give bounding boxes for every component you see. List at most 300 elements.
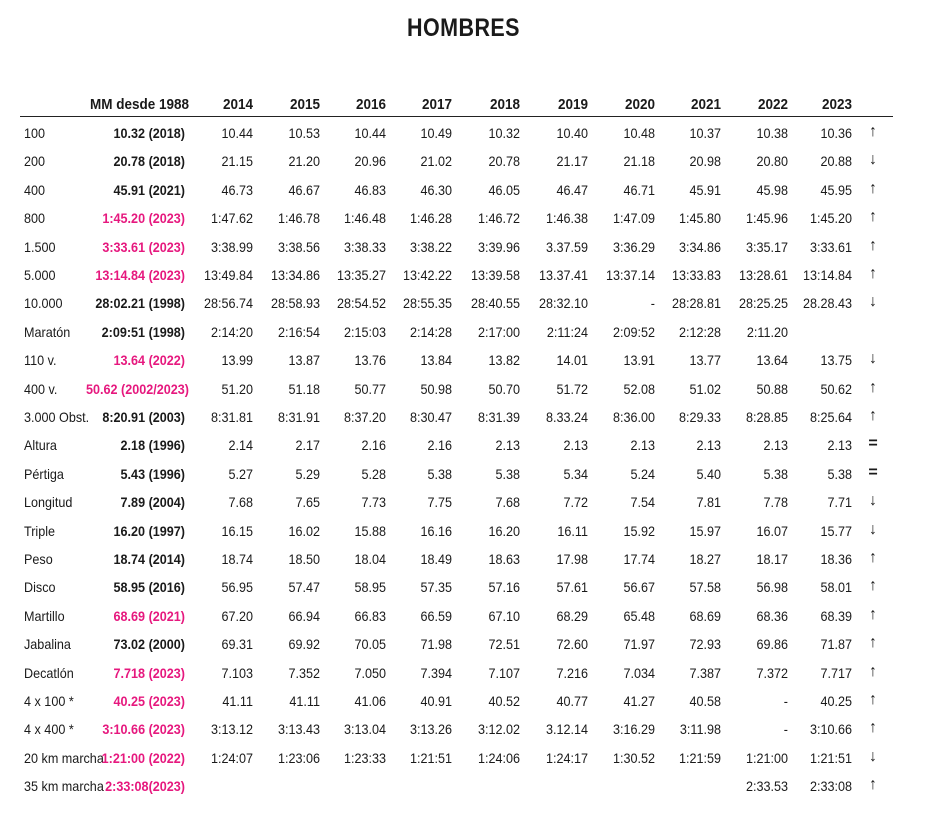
year-value: 7.216 bbox=[556, 664, 588, 681]
record-value: 45.91 (2021) bbox=[113, 181, 185, 198]
trend-up-icon: ↑ bbox=[869, 662, 877, 680]
table-row bbox=[20, 432, 893, 460]
year-value: 69.31 bbox=[221, 636, 253, 653]
event-label: 1.500 bbox=[24, 238, 56, 255]
year-value: 13.77 bbox=[689, 352, 721, 369]
trend-up-icon: ↑ bbox=[869, 549, 877, 566]
table-row bbox=[20, 262, 893, 290]
year-value: 41.27 bbox=[623, 693, 655, 709]
table-row bbox=[20, 603, 893, 631]
page-title: HOMBRES bbox=[407, 14, 520, 42]
year-value: 18.63 bbox=[488, 551, 520, 567]
year-value: 15.92 bbox=[623, 522, 655, 539]
year-value: 2.13 bbox=[563, 437, 588, 454]
year-value: 3.12.14 bbox=[545, 721, 588, 738]
year-value: 7.050 bbox=[354, 664, 386, 681]
year-value: 3:13.12 bbox=[210, 721, 253, 738]
year-value: 28:40.55 bbox=[470, 295, 520, 312]
event-label: 400 bbox=[24, 181, 46, 198]
year-value: 3:34.86 bbox=[678, 238, 721, 255]
year-value: 7.78 bbox=[763, 494, 788, 511]
year-value: 13.37.41 bbox=[538, 267, 588, 283]
year-value: 46.67 bbox=[288, 181, 320, 198]
year-value: 40.25 bbox=[820, 693, 852, 709]
year-value: 57.58 bbox=[689, 579, 721, 596]
trend-up-icon: ↑ bbox=[869, 634, 877, 652]
year-value: 28.28.43 bbox=[802, 295, 852, 312]
event-label: Decatlón bbox=[24, 664, 74, 681]
trend-up-icon: ↑ bbox=[869, 691, 877, 708]
year-value: 16.07 bbox=[756, 522, 788, 539]
year-value: 10.53 bbox=[288, 125, 320, 141]
year-value: 2:11.20 bbox=[746, 323, 788, 340]
year-value: 50.62 bbox=[820, 380, 852, 397]
trend-up-icon: ↑ bbox=[869, 179, 877, 197]
year-value: 66.94 bbox=[288, 607, 320, 624]
year-value: 3:38.22 bbox=[409, 238, 452, 255]
year-value: 18.49 bbox=[420, 551, 452, 567]
record-value: 50.62 (2002/2023) bbox=[86, 380, 189, 397]
trend-up-icon: ↑ bbox=[869, 123, 877, 140]
year-value: 13:49.84 bbox=[203, 267, 253, 283]
year-value: 21.15 bbox=[221, 153, 253, 170]
year-value: 7.73 bbox=[361, 494, 386, 511]
record-value: 18.74 (2014) bbox=[113, 551, 185, 567]
year-value: 10.48 bbox=[623, 125, 655, 141]
year-value: 15.77 bbox=[820, 522, 852, 539]
event-label: Peso bbox=[24, 551, 53, 567]
year-value: 5.38 bbox=[763, 465, 788, 482]
year-value: 1:46.28 bbox=[409, 210, 452, 227]
year-value: 69.92 bbox=[288, 636, 320, 653]
year-value: 10.49 bbox=[420, 125, 452, 141]
year-value: 8:31.81 bbox=[210, 409, 253, 425]
year-value: 57.47 bbox=[288, 579, 320, 596]
year-value: 2.13 bbox=[827, 437, 852, 454]
year-value: 40.52 bbox=[488, 693, 520, 709]
table-row bbox=[20, 631, 893, 659]
year-value: 1:30.52 bbox=[612, 749, 655, 766]
year-value: - bbox=[783, 721, 788, 738]
year-value: 16.16 bbox=[420, 522, 452, 539]
year-value: 7.75 bbox=[427, 494, 452, 511]
year-value: 13.84 bbox=[420, 352, 452, 369]
year-value: 8:30.47 bbox=[409, 409, 452, 425]
year-value: 13.91 bbox=[623, 352, 655, 369]
year-value: 18.27 bbox=[689, 551, 721, 567]
year-value: 18.17 bbox=[756, 551, 788, 567]
year-value: 46.30 bbox=[420, 181, 452, 198]
record-header: MM desde 1988 bbox=[89, 96, 189, 113]
year-value: 72.51 bbox=[488, 636, 520, 653]
year-value: 2.13 bbox=[495, 437, 520, 454]
trend-down-icon: ↓ bbox=[869, 151, 877, 169]
trend-up-icon: ↑ bbox=[869, 236, 877, 254]
table-row bbox=[20, 234, 893, 262]
year-value: 5.24 bbox=[630, 465, 655, 482]
year-value: 2:33.53 bbox=[745, 778, 788, 795]
year-value: 69.86 bbox=[756, 636, 788, 653]
year-header: 2019 bbox=[557, 96, 588, 113]
year-header: 2018 bbox=[489, 96, 520, 113]
year-value: 7.394 bbox=[420, 664, 452, 681]
table-row bbox=[20, 347, 893, 375]
year-value: 57.16 bbox=[488, 579, 520, 596]
record-value: 13:14.84 (2023) bbox=[95, 267, 185, 283]
table-row bbox=[20, 120, 893, 148]
table-row bbox=[20, 404, 893, 432]
year-value: 40.58 bbox=[689, 693, 721, 709]
year-value: 2:14:20 bbox=[210, 323, 253, 340]
year-value: 2:14:28 bbox=[409, 323, 452, 340]
table-row bbox=[20, 319, 893, 347]
year-value: 5.27 bbox=[228, 465, 253, 482]
event-label: 4 x 400 * bbox=[24, 721, 74, 738]
record-value: 68.69 (2021) bbox=[113, 607, 185, 624]
record-value: 3:33.61 (2023) bbox=[102, 238, 185, 255]
year-value: 3:13.04 bbox=[343, 721, 386, 738]
year-value: 50.77 bbox=[354, 380, 386, 397]
year-value: 28:25.25 bbox=[738, 295, 788, 312]
year-value: 1:46.72 bbox=[477, 210, 520, 227]
year-value: 20.80 bbox=[756, 153, 788, 170]
event-label: 110 v. bbox=[24, 352, 57, 369]
year-value: 41.11 bbox=[222, 693, 253, 709]
year-value: 13.87 bbox=[288, 352, 320, 369]
record-value: 2:33:08(2023) bbox=[105, 778, 185, 795]
year-value: 7.81 bbox=[696, 494, 721, 511]
year-value: 3:16.29 bbox=[612, 721, 655, 738]
table-row bbox=[20, 773, 893, 801]
year-value: 8:28.85 bbox=[745, 409, 788, 425]
year-value: 1:46.48 bbox=[343, 210, 386, 227]
year-value: 3:12.02 bbox=[477, 721, 520, 738]
year-value: 2.13 bbox=[630, 437, 655, 454]
year-value: 1:45.20 bbox=[809, 210, 852, 227]
year-value: 10.36 bbox=[820, 125, 852, 141]
year-header: 2017 bbox=[421, 96, 452, 113]
year-value: 1:47.62 bbox=[210, 210, 253, 227]
year-value: 21.02 bbox=[420, 153, 452, 170]
year-value: 46.47 bbox=[556, 181, 588, 198]
year-value: 13:28.61 bbox=[738, 267, 788, 283]
event-label: Pértiga bbox=[24, 465, 64, 482]
event-label: Maratón bbox=[24, 323, 71, 340]
year-value: 51.20 bbox=[221, 380, 253, 397]
year-value: 8:37.20 bbox=[343, 409, 386, 425]
table-row bbox=[20, 177, 893, 205]
year-value: 41.11 bbox=[289, 693, 320, 709]
record-value: 5.43 (1996) bbox=[120, 465, 185, 482]
event-label: 3.000 Obst. bbox=[24, 409, 90, 425]
event-label: Altura bbox=[24, 437, 57, 454]
year-value: 14.01 bbox=[556, 352, 588, 369]
year-value: 10.32 bbox=[488, 125, 520, 141]
year-value: 46.71 bbox=[623, 181, 655, 198]
year-value: 71.97 bbox=[623, 636, 655, 653]
year-value: 1:21:51 bbox=[809, 749, 852, 766]
year-value: 3:13.26 bbox=[409, 721, 452, 738]
record-value: 3:10.66 (2023) bbox=[102, 721, 185, 738]
year-value: 1:23:33 bbox=[343, 749, 386, 766]
year-header: 2016 bbox=[355, 96, 386, 113]
year-value: 13.82 bbox=[488, 352, 520, 369]
year-value: 3:39.96 bbox=[477, 238, 520, 255]
table-row bbox=[20, 745, 893, 773]
year-value: 3:35.17 bbox=[745, 238, 788, 255]
year-value: 51.72 bbox=[556, 380, 588, 397]
table-row bbox=[20, 574, 893, 602]
year-value: 13:33.83 bbox=[671, 267, 721, 283]
table-row bbox=[20, 148, 893, 176]
table-header bbox=[20, 96, 893, 117]
year-value: 46.73 bbox=[221, 181, 253, 198]
record-value: 13.64 (2022) bbox=[113, 352, 185, 369]
year-value: 1:24:17 bbox=[545, 749, 588, 766]
year-value: 3:38.56 bbox=[277, 238, 320, 255]
event-label: 20 km marcha bbox=[24, 749, 104, 766]
year-value: 2:16:54 bbox=[277, 323, 320, 340]
trend-down-icon: ↓ bbox=[869, 293, 877, 311]
year-value: 67.20 bbox=[221, 607, 253, 624]
table-row bbox=[20, 205, 893, 233]
year-value: 50.98 bbox=[420, 380, 452, 397]
year-value: 56.67 bbox=[623, 579, 655, 596]
event-label: 200 bbox=[24, 153, 46, 170]
table-row bbox=[20, 461, 893, 489]
trend-equal-icon: = bbox=[868, 463, 878, 481]
trend-down-icon: ↓ bbox=[869, 520, 877, 538]
year-value: 13.76 bbox=[354, 352, 386, 369]
year-value: 2.17 bbox=[295, 437, 320, 454]
year-value: 58.01 bbox=[820, 579, 852, 596]
year-value: 8:31.91 bbox=[277, 409, 320, 425]
record-value: 8:20.91 (2003) bbox=[102, 409, 185, 425]
year-value: 3:36.29 bbox=[612, 238, 655, 255]
year-value: 1:45.80 bbox=[678, 210, 721, 227]
record-value: 73.02 (2000) bbox=[113, 636, 185, 653]
year-value: 68.36 bbox=[756, 607, 788, 624]
year-value: 70.05 bbox=[354, 636, 386, 653]
record-value: 40.25 (2023) bbox=[113, 693, 185, 709]
year-value: 56.95 bbox=[221, 579, 253, 596]
trend-up-icon: ↑ bbox=[869, 719, 877, 737]
year-value: 7.387 bbox=[689, 664, 721, 681]
year-value: 1:23:06 bbox=[277, 749, 320, 766]
trend-up-icon: ↑ bbox=[869, 605, 877, 623]
year-value: 16.20 bbox=[488, 522, 520, 539]
year-header: 2023 bbox=[821, 96, 852, 113]
year-value: 71.87 bbox=[820, 636, 852, 653]
record-value: 1:21:00 (2022) bbox=[101, 749, 185, 766]
year-value: 13:14.84 bbox=[802, 267, 852, 283]
year-value: 1:47.09 bbox=[612, 210, 655, 227]
year-value: 68.39 bbox=[820, 607, 852, 624]
trend-up-icon: ↑ bbox=[869, 407, 877, 424]
year-value: 8:29.33 bbox=[678, 409, 721, 425]
year-value: 10.40 bbox=[556, 125, 588, 141]
year-value: 7.65 bbox=[295, 494, 320, 511]
year-value: 15.88 bbox=[354, 522, 386, 539]
year-value: 2.16 bbox=[361, 437, 386, 454]
year-value: 2:15:03 bbox=[343, 323, 386, 340]
year-value: 66.59 bbox=[420, 607, 452, 624]
year-value: 3:38.33 bbox=[343, 238, 386, 255]
year-value: - bbox=[650, 295, 655, 312]
record-value: 7.718 (2023) bbox=[113, 664, 185, 681]
year-value: 28:28.81 bbox=[671, 295, 721, 312]
year-value: 45.91 bbox=[689, 181, 721, 198]
year-value: 3.37.59 bbox=[545, 238, 588, 255]
record-value: 58.95 (2016) bbox=[113, 579, 185, 596]
year-value: 7.68 bbox=[495, 494, 520, 511]
year-value: 16.11 bbox=[557, 522, 588, 539]
table-row bbox=[20, 518, 893, 546]
year-value: 13:34.86 bbox=[270, 267, 320, 283]
year-value: 65.48 bbox=[623, 607, 655, 624]
year-value: 40.77 bbox=[556, 693, 588, 709]
trend-up-icon: ↑ bbox=[869, 577, 877, 595]
year-value: 56.98 bbox=[756, 579, 788, 596]
year-value: 45.98 bbox=[756, 181, 788, 198]
year-value: 67.10 bbox=[488, 607, 520, 624]
event-label: 800 bbox=[24, 210, 46, 227]
year-value: 57.35 bbox=[420, 579, 452, 596]
year-value: 5.38 bbox=[427, 465, 452, 482]
year-value: 10.37 bbox=[689, 125, 721, 141]
year-value: 7.72 bbox=[563, 494, 588, 511]
year-value: 2:09:52 bbox=[612, 323, 655, 340]
year-value: 21.17 bbox=[556, 153, 588, 170]
trend-up-icon: ↑ bbox=[869, 208, 877, 226]
year-value: 13:42.22 bbox=[402, 267, 452, 283]
year-value: 46.83 bbox=[354, 181, 386, 198]
year-value: 7.71 bbox=[827, 494, 852, 511]
event-label: 100 bbox=[24, 125, 46, 141]
year-value: 7.54 bbox=[630, 494, 655, 511]
year-value: 57.61 bbox=[556, 579, 588, 596]
year-value: 46.05 bbox=[488, 181, 520, 198]
table-row bbox=[20, 546, 893, 574]
event-label: 5.000 bbox=[24, 267, 56, 283]
event-label: Martillo bbox=[24, 607, 65, 624]
record-value: 20.78 (2018) bbox=[113, 153, 185, 170]
year-value: 20.78 bbox=[488, 153, 520, 170]
year-value: 16.02 bbox=[288, 522, 320, 539]
year-value: 3:38.99 bbox=[210, 238, 253, 255]
year-value: 1:46.38 bbox=[545, 210, 588, 227]
year-value: 66.83 bbox=[354, 607, 386, 624]
year-value: 51.02 bbox=[689, 380, 721, 397]
event-label: 400 v. bbox=[24, 380, 58, 397]
event-label: 4 x 100 * bbox=[24, 693, 74, 709]
trend-up-icon: ↑ bbox=[869, 265, 877, 282]
year-value: 13:37.14 bbox=[605, 267, 655, 283]
year-value: 20.88 bbox=[820, 153, 852, 170]
year-value: 2.16 bbox=[427, 437, 452, 454]
year-value: 16.15 bbox=[221, 522, 253, 539]
year-value: 1:21:51 bbox=[409, 749, 452, 766]
year-value: 18.74 bbox=[221, 551, 253, 567]
year-value: 10.44 bbox=[221, 125, 253, 141]
year-value: 52.08 bbox=[623, 380, 655, 397]
year-value: 41.06 bbox=[354, 693, 386, 709]
record-value: 28:02.21 (1998) bbox=[95, 295, 185, 312]
year-value: 10.44 bbox=[354, 125, 386, 141]
year-value: 3:33.61 bbox=[809, 238, 852, 255]
year-value: 1:21:59 bbox=[678, 749, 721, 766]
year-value: 68.69 bbox=[689, 607, 721, 624]
record-value: 16.20 (1997) bbox=[113, 522, 185, 539]
year-value: 20.98 bbox=[689, 153, 721, 170]
year-value: 21.20 bbox=[288, 153, 320, 170]
record-value: 2.18 (1996) bbox=[120, 437, 185, 454]
year-value: 2.14 bbox=[228, 437, 253, 454]
record-value: 2:09:51 (1998) bbox=[101, 323, 185, 340]
year-value: 8.33.24 bbox=[545, 409, 588, 425]
year-value: 13.99 bbox=[221, 352, 253, 369]
table-row bbox=[20, 489, 893, 517]
year-value: 2:33:08 bbox=[809, 778, 852, 795]
year-value: 1:45.96 bbox=[745, 210, 788, 227]
year-value: 5.29 bbox=[295, 465, 320, 482]
year-value: 13.64 bbox=[756, 352, 788, 369]
year-value: 1:24:06 bbox=[477, 749, 520, 766]
year-value: 5.38 bbox=[827, 465, 852, 482]
year-value: 8:25.64 bbox=[809, 409, 852, 425]
event-label: 35 km marcha bbox=[24, 778, 104, 795]
trend-equal-icon: = bbox=[868, 435, 878, 453]
year-value: 71.98 bbox=[420, 636, 452, 653]
year-value: 2:12:28 bbox=[678, 323, 721, 340]
year-value: 13:39.58 bbox=[470, 267, 520, 283]
year-value: 3:10.66 bbox=[809, 721, 852, 738]
year-value: 15.97 bbox=[689, 522, 721, 539]
year-value: 8:31.39 bbox=[477, 409, 520, 425]
year-value: 20.96 bbox=[354, 153, 386, 170]
year-value: 28:54.52 bbox=[336, 295, 386, 312]
year-value: 50.88 bbox=[756, 380, 788, 397]
record-value: 10.32 (2018) bbox=[113, 125, 185, 141]
year-value: 2.13 bbox=[696, 437, 721, 454]
year-value: 28:32.10 bbox=[538, 295, 588, 312]
year-value: 7.107 bbox=[488, 664, 520, 681]
year-value: 7.68 bbox=[228, 494, 253, 511]
year-value: 1:24:07 bbox=[210, 749, 253, 766]
year-value: 5.34 bbox=[563, 465, 588, 482]
trend-up-icon: ↑ bbox=[869, 378, 877, 396]
record-value: 1:45.20 (2023) bbox=[102, 210, 185, 227]
year-value: 58.95 bbox=[354, 579, 386, 596]
event-label: 10.000 bbox=[24, 295, 63, 312]
year-value: 51.18 bbox=[288, 380, 320, 397]
year-value: 7.717 bbox=[820, 664, 852, 681]
year-value: 28:56.74 bbox=[203, 295, 253, 312]
year-value: 13:35.27 bbox=[336, 267, 386, 283]
year-value: 13.75 bbox=[820, 352, 852, 369]
event-label: Longitud bbox=[24, 494, 73, 511]
table-row bbox=[20, 716, 893, 744]
table-row bbox=[20, 290, 893, 318]
year-header: 2014 bbox=[222, 96, 253, 113]
trend-up-icon: ↑ bbox=[869, 776, 877, 794]
year-value: 5.38 bbox=[495, 465, 520, 482]
year-header: 2015 bbox=[289, 96, 320, 113]
year-value: 72.93 bbox=[689, 636, 721, 653]
year-value: 28:58.93 bbox=[270, 295, 320, 312]
year-header: 2021 bbox=[690, 96, 721, 113]
year-header: 2020 bbox=[624, 96, 655, 113]
